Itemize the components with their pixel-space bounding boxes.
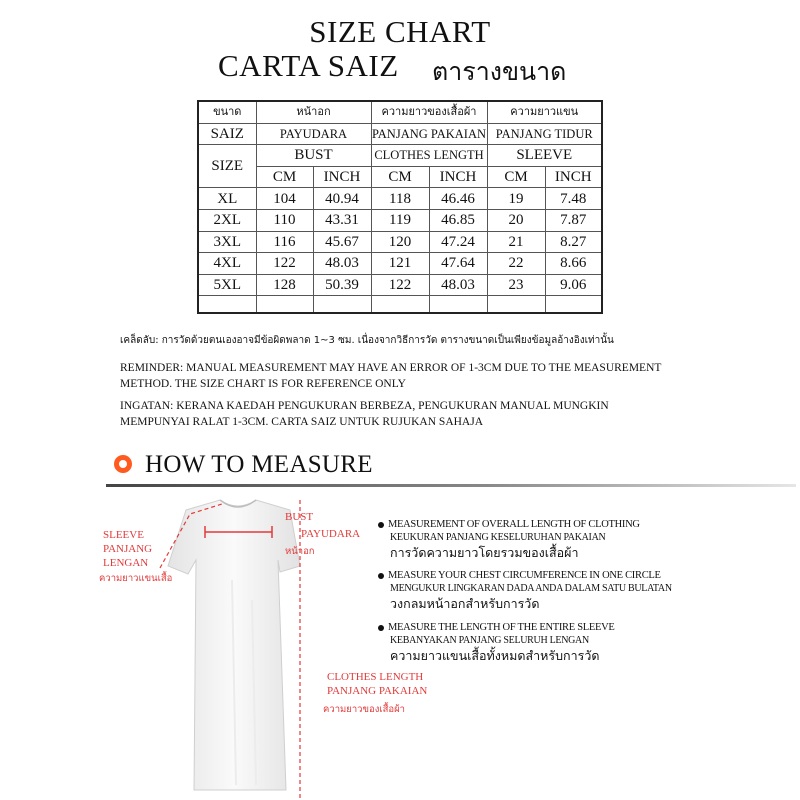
table-cell: 2XL [198,209,256,231]
table-cell: 8.66 [545,253,602,275]
table-cell: 46.46 [429,188,487,210]
header-cell: PAYUDARA [256,123,371,145]
note-english: REMINDER: MANUAL MEASUREMENT MAY HAVE AN ERROR OF 1-3CM DUE TO THE MEASUREMENT METHOD. THE SIZE CHART IS FOR REFERENCE ONLY [120,362,662,390]
table-cell: 120 [371,231,429,253]
table-cell: 7.48 [545,188,602,210]
table-cell: 116 [256,231,313,253]
note-thai: เคล็ดลับ: การวัดด้วยตนเองอาจมีข้อผิดพลาด 1~3 ซม. เนื่องจากวิธีการวัด ตารางขนาดเป็นเพียงข้อมูลอ้างอิงเท่านั้น [120,335,614,346]
unit-cell: INCH [429,166,487,188]
header-cell: SIZE [198,145,256,188]
header-cell: ขนาด [198,101,256,123]
bullet-icon [378,573,384,579]
header-cell: หน้าอก [256,101,371,123]
table-row [198,188,602,210]
bust-label-en: BUST [285,511,314,523]
length-label-my: PANJANG PAKAIAN [327,685,428,697]
table-cell: 118 [371,188,429,210]
measure-instruction [378,518,798,561]
sleeve-label-en: SLEEVE [103,529,144,541]
unit-cell: CM [371,166,429,188]
sleeve-label-my2: LENGAN [103,557,149,569]
instruction-th: ความยาวแขนเสื้อทั้งหมดสำหรับการวัด [390,648,600,663]
length-label-th: ความยาวของเสื้อผ้า [323,704,406,715]
table-cell: 4XL [198,253,256,275]
header-cell: SAIZ [198,123,256,145]
header-cell: ความยาวของเสื้อผ้า [371,101,487,123]
table-cell: 22 [487,253,545,275]
table-cell: 48.03 [429,274,487,296]
table-cell: 50.39 [313,274,371,296]
size-table [197,100,603,314]
table-cell: 119 [371,209,429,231]
header-cell: PANJANG PAKAIAN [371,123,487,145]
table-cell: 23 [487,274,545,296]
table-cell: 20 [487,209,545,231]
header-cell: SLEEVE [487,145,602,167]
length-label-en: CLOTHES LENGTH [327,671,424,683]
instruction-th: วงกลมหน้าอกสำหรับการวัด [390,596,540,611]
table-cell: 19 [487,188,545,210]
measure-instruction [378,569,798,612]
table-cell: 122 [256,253,313,275]
header-cell: PANJANG TIDUR [487,123,602,145]
table-cell: 48.03 [313,253,371,275]
instruction-my: KEUKURAN PANJANG KESELURUHAN PAKAIAN [390,532,606,543]
table-cell: 3XL [198,231,256,253]
header-cell: CLOTHES LENGTH [371,145,487,167]
instruction-th: การวัดความยาวโดยรวมของเสื้อผ้า [390,545,579,560]
orange-ring-icon [114,455,132,473]
instruction-en: MEASURE YOUR CHEST CIRCUMFERENCE IN ONE CIRCLE [388,570,661,581]
table-cell: 9.06 [545,274,602,296]
table-cell: 45.67 [313,231,371,253]
table-header-units [198,166,602,188]
sleeve-label-my: PANJANG [103,543,153,555]
bust-label-my: PAYUDARA [301,528,361,540]
table-cell: 47.24 [429,231,487,253]
instruction-en: MEASUREMENT OF OVERALL LENGTH OF CLOTHING [388,519,640,530]
bullet-icon [378,625,384,631]
how-to-measure-heading: HOW TO MEASURE [145,451,373,478]
table-header-malay [198,123,602,145]
unit-cell: INCH [313,166,371,188]
table-cell: 7.87 [545,209,602,231]
table-row [198,274,602,296]
table-header-thai [198,101,602,123]
table-cell: 128 [256,274,313,296]
table-cell: 21 [487,231,545,253]
bust-label-th: หน้าอก [285,546,315,557]
table-cell: 121 [371,253,429,275]
table-cell: 8.27 [545,231,602,253]
table-cell: 104 [256,188,313,210]
table-row [198,231,602,253]
table-cell: 43.31 [313,209,371,231]
table-header-english [198,145,602,167]
header-cell: BUST [256,145,371,167]
header-cell: ความยาวแขน [487,101,602,123]
carta-saiz-title: CARTA SAIZ [218,48,399,83]
table-row [198,253,602,275]
table-cell: XL [198,188,256,210]
bullet-icon [378,522,384,528]
note-malay: INGATAN: KERANA KAEDAH PENGUKURAN BERBEZA, PENGUKURAN MANUAL MUNGKIN MEMPUNYAI RALAT 1-3CM. CARTA SAIZ UNTUK RUJUKAN SAHAJA [120,400,609,428]
table-cell: 122 [371,274,429,296]
instruction-en: MEASURE THE LENGTH OF THE ENTIRE SLEEVE [388,622,615,633]
table-row [198,209,602,231]
empty-row [198,296,602,314]
table-cell: 5XL [198,274,256,296]
table-cell: 46.85 [429,209,487,231]
heading-divider [106,484,796,487]
table-cell: 40.94 [313,188,371,210]
sleeve-label-th: ความยาวแขนเสื้อ [99,573,173,584]
measure-instruction [378,621,798,664]
instruction-my: KEBANYAKAN PANJANG SELURUH LENGAN [390,635,589,646]
size-chart-title: SIZE CHART [309,14,491,49]
table-cell: 47.64 [429,253,487,275]
instruction-my: MENGUKUR LINGKARAN DADA ANDA DALAM SATU BULATAN [390,583,672,594]
unit-cell: CM [256,166,313,188]
unit-cell: CM [487,166,545,188]
table-cell: 110 [256,209,313,231]
thai-size-chart-title: ตารางขนาด [432,57,567,86]
unit-cell: INCH [545,166,602,188]
